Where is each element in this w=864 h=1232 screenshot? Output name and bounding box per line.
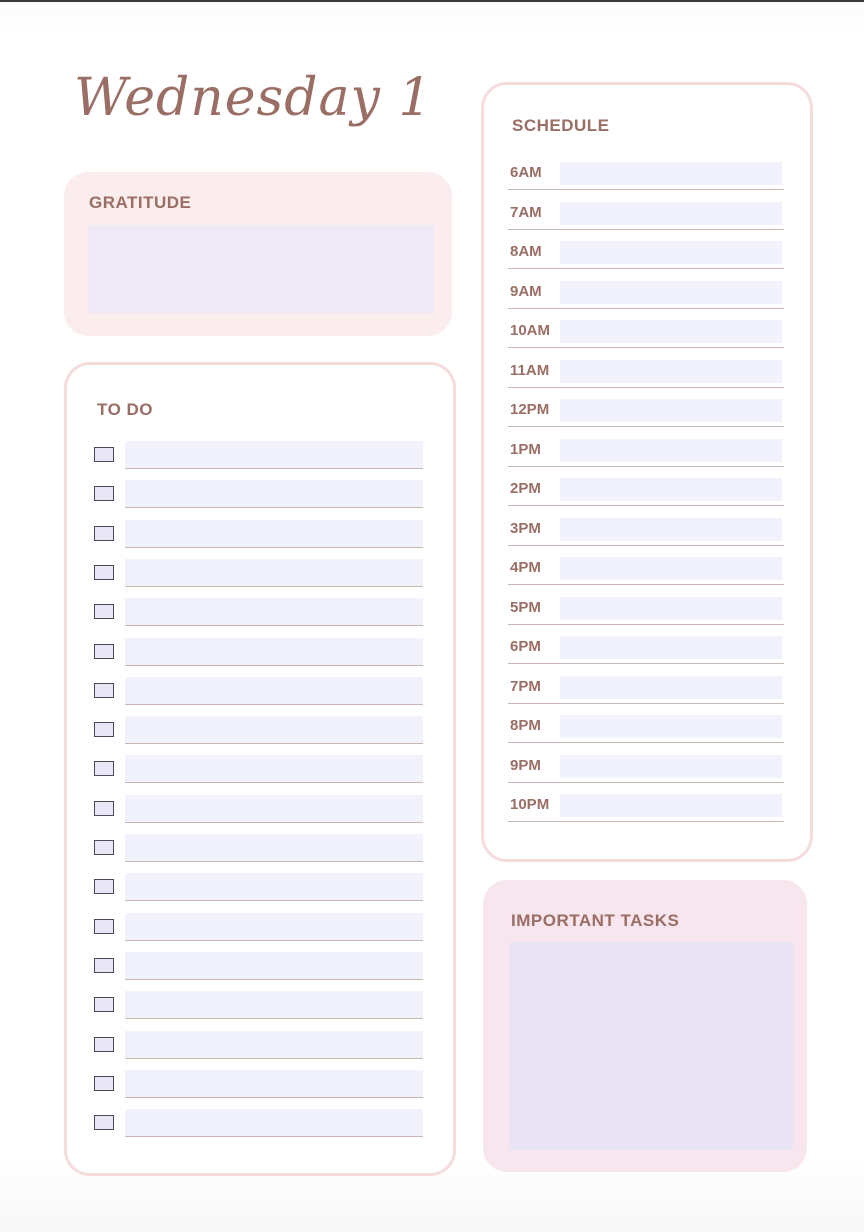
schedule-slot-field[interactable] (560, 715, 782, 738)
schedule-slot (508, 202, 784, 230)
schedule-time-label: 7AM (510, 203, 542, 221)
schedule-slot (508, 360, 784, 388)
schedule-slot (508, 794, 784, 822)
schedule-slot-field[interactable] (560, 794, 782, 817)
gratitude-card (64, 172, 452, 336)
schedule-slot (508, 676, 784, 704)
schedule-slot (508, 636, 784, 664)
schedule-slot-field[interactable] (560, 320, 782, 343)
todo-checkbox[interactable] (94, 565, 114, 580)
todo-item (91, 638, 423, 668)
todo-item (91, 991, 423, 1021)
todo-checkbox[interactable] (94, 761, 114, 776)
schedule-slot-field[interactable] (560, 162, 782, 185)
todo-item-field[interactable] (125, 952, 423, 980)
schedule-slot-field[interactable] (560, 439, 782, 462)
schedule-slot-field[interactable] (560, 241, 782, 264)
todo-item-field[interactable] (125, 559, 423, 587)
schedule-slot-field[interactable] (560, 557, 782, 580)
schedule-slot (508, 518, 784, 546)
todo-checkbox[interactable] (94, 1037, 114, 1052)
schedule-slot-field[interactable] (560, 360, 782, 383)
todo-item-field[interactable] (125, 441, 423, 469)
todo-checkbox[interactable] (94, 840, 114, 855)
todo-checkbox[interactable] (94, 801, 114, 816)
schedule-slot-field[interactable] (560, 755, 782, 778)
todo-checkbox[interactable] (94, 683, 114, 698)
schedule-time-label: 8PM (510, 717, 541, 734)
schedule-time-label: 5PM (510, 598, 541, 616)
todo-checkbox[interactable] (94, 447, 114, 462)
todo-checkbox[interactable] (94, 997, 114, 1012)
schedule-time-label: 11AM (510, 361, 550, 379)
todo-item-field[interactable] (125, 716, 423, 744)
schedule-slot-field[interactable] (560, 478, 782, 501)
todo-item-field[interactable] (125, 1109, 423, 1137)
todo-item-field[interactable] (125, 991, 423, 1019)
todo-item-field[interactable] (125, 913, 423, 941)
todo-item-field[interactable] (125, 1070, 423, 1098)
todo-checkbox[interactable] (94, 958, 114, 973)
gratitude-label: GRATITUDE (89, 193, 192, 212)
schedule-slot (508, 755, 784, 783)
todo-item-field[interactable] (125, 598, 423, 626)
schedule-slot-field[interactable] (560, 202, 782, 225)
schedule-slot (508, 320, 784, 348)
todo-item (91, 598, 423, 628)
schedule-time-label: 9AM (510, 282, 542, 300)
todo-checkbox[interactable] (94, 1076, 114, 1091)
todo-item-field[interactable] (125, 677, 423, 705)
todo-item-field[interactable] (125, 480, 423, 508)
top-border-line (0, 0, 864, 2)
todo-item (91, 952, 423, 982)
todo-item (91, 873, 423, 903)
todo-card (64, 362, 456, 1176)
schedule-time-label: 12PM (510, 401, 550, 418)
todo-item (91, 755, 423, 785)
schedule-time-label: 3PM (510, 519, 541, 537)
todo-item (91, 1109, 423, 1139)
important-tasks-input-area[interactable] (509, 942, 793, 1150)
schedule-time-label: 8AM (510, 243, 542, 260)
todo-item (91, 480, 423, 510)
todo-item (91, 913, 423, 943)
schedule-slot (508, 241, 784, 269)
todo-item-field[interactable] (125, 873, 423, 901)
schedule-slot (508, 162, 784, 190)
gratitude-input-area[interactable] (88, 225, 434, 313)
schedule-time-label: 6AM (510, 164, 542, 181)
schedule-time-label: 9PM (510, 756, 541, 774)
schedule-card (481, 82, 813, 862)
schedule-label: SCHEDULE (512, 116, 610, 135)
todo-item (91, 441, 423, 471)
schedule-slot (508, 715, 784, 743)
todo-item (91, 716, 423, 746)
todo-item-field[interactable] (125, 795, 423, 823)
page-title: Wednesday 1 (74, 68, 433, 128)
todo-item-field[interactable] (125, 638, 423, 666)
schedule-time-label: 6PM (510, 638, 541, 655)
schedule-slot-field[interactable] (560, 518, 782, 541)
todo-item (91, 559, 423, 589)
todo-item-field[interactable] (125, 520, 423, 548)
schedule-slot-field[interactable] (560, 676, 782, 699)
schedule-time-label: 7PM (510, 677, 541, 695)
schedule-slot-field[interactable] (560, 399, 782, 422)
schedule-slot-field[interactable] (560, 636, 782, 659)
important-tasks-label: IMPORTANT TASKS (511, 911, 680, 930)
schedule-slot (508, 439, 784, 467)
schedule-time-label: 2PM (510, 480, 541, 497)
todo-checkbox[interactable] (94, 604, 114, 619)
schedule-slot (508, 281, 784, 309)
schedule-slot (508, 478, 784, 506)
todo-checkbox[interactable] (94, 1115, 114, 1130)
todo-item (91, 677, 423, 707)
schedule-time-label: 1PM (510, 440, 541, 458)
todo-item-field[interactable] (125, 755, 423, 783)
todo-item (91, 1031, 423, 1061)
schedule-time-label: 10AM (510, 322, 551, 339)
todo-item-field[interactable] (125, 834, 423, 862)
important-tasks-card (483, 880, 807, 1172)
todo-checkbox[interactable] (94, 879, 114, 894)
todo-item-field[interactable] (125, 1031, 423, 1059)
todo-item (91, 1070, 423, 1100)
todo-checkbox[interactable] (94, 722, 114, 737)
schedule-time-label: 10PM (510, 796, 550, 813)
schedule-time-label: 4PM (510, 559, 541, 576)
todo-item (91, 834, 423, 864)
schedule-slot (508, 597, 784, 625)
todo-label: TO DO (97, 400, 154, 419)
schedule-slot (508, 399, 784, 427)
todo-checkbox[interactable] (94, 919, 114, 934)
schedule-slot-field[interactable] (560, 281, 782, 304)
todo-checkbox[interactable] (94, 644, 114, 659)
todo-checkbox[interactable] (94, 486, 114, 501)
todo-item (91, 520, 423, 550)
schedule-slot-field[interactable] (560, 597, 782, 620)
todo-item (91, 795, 423, 825)
schedule-slot (508, 557, 784, 585)
todo-checkbox[interactable] (94, 526, 114, 541)
